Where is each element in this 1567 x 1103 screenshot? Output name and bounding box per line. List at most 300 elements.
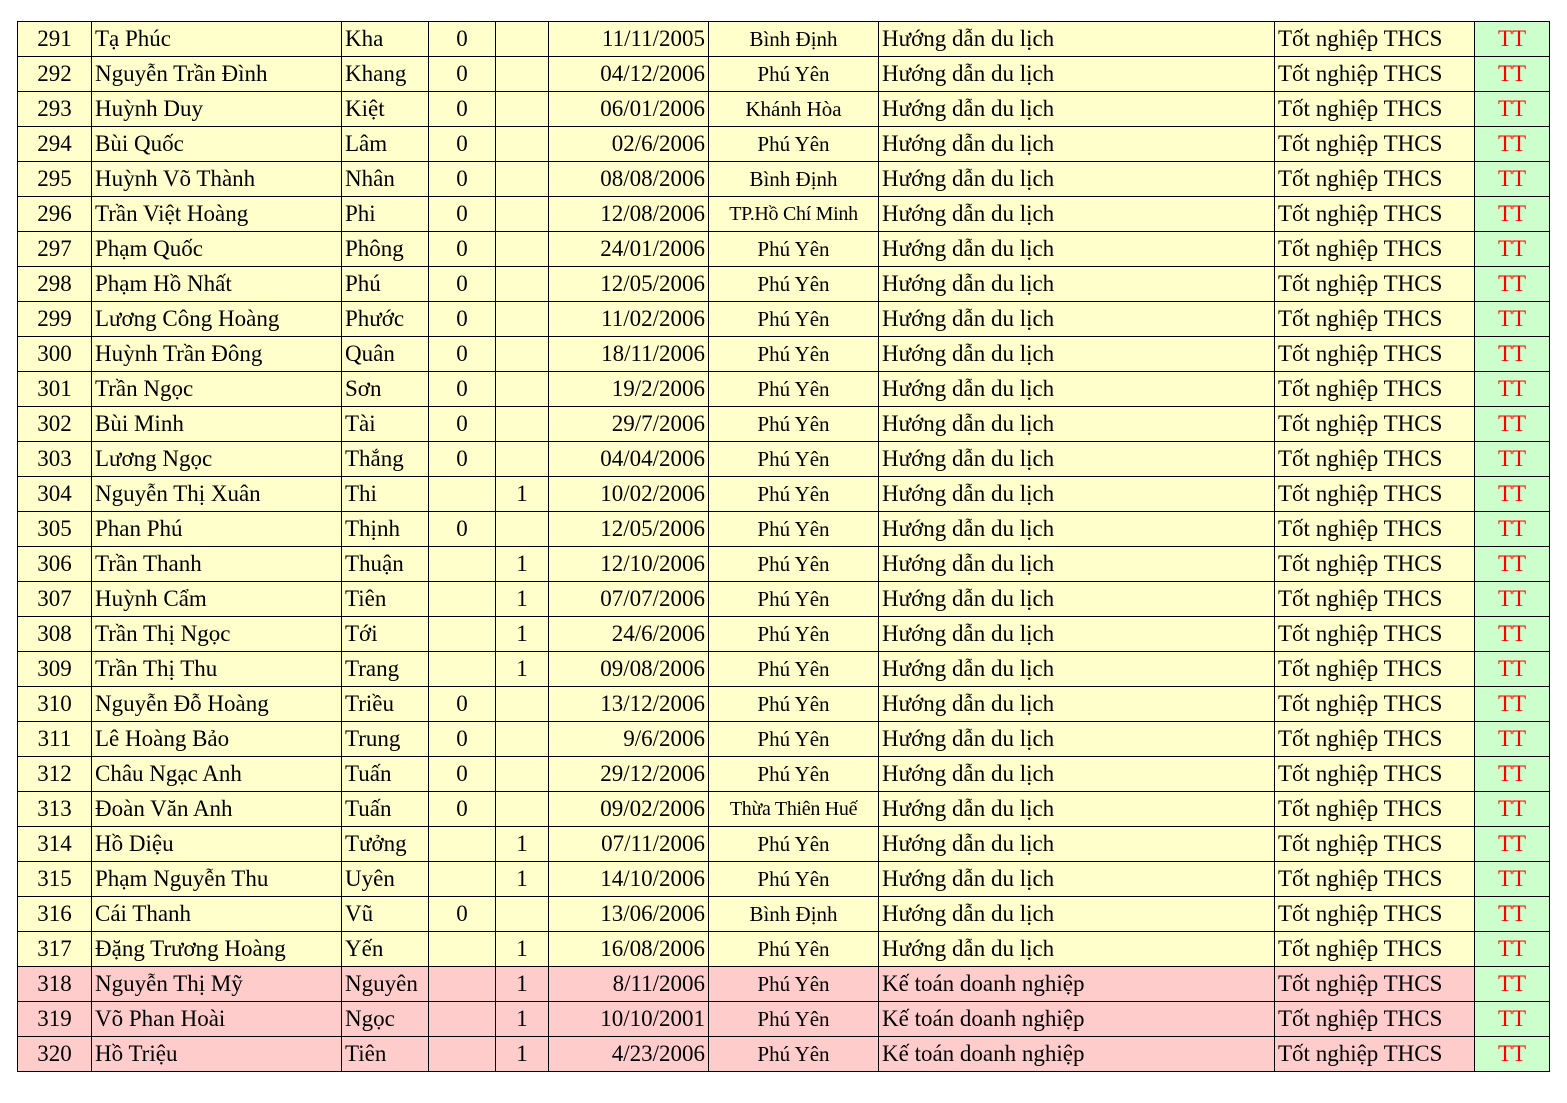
cell-noi-sinh: Phú Yên xyxy=(709,442,879,477)
cell-ho-ten-dem: Hồ Diệu xyxy=(92,827,342,862)
cell-trang-thai: TT xyxy=(1475,1002,1550,1037)
cell-ho-ten-dem: Phạm Nguyễn Thu xyxy=(92,862,342,897)
cell-nganh: Hướng dẫn du lịch xyxy=(879,722,1275,757)
cell-ho-ten-dem: Trần Thị Ngọc xyxy=(92,617,342,652)
cell-ten: Tuấn xyxy=(342,757,429,792)
cell-ten: Lâm xyxy=(342,127,429,162)
cell-ten: Tưởng xyxy=(342,827,429,862)
cell-noi-sinh: Phú Yên xyxy=(709,652,879,687)
cell-trang-thai: TT xyxy=(1475,757,1550,792)
cell-trang-thai: TT xyxy=(1475,862,1550,897)
cell-ten: Phông xyxy=(342,232,429,267)
cell-trang-thai: TT xyxy=(1475,162,1550,197)
cell-trinh-do: Tốt nghiệp THCS xyxy=(1275,1002,1475,1037)
cell-noi-sinh: Phú Yên xyxy=(709,57,879,92)
cell-stt: 291 xyxy=(18,22,92,57)
cell-ngay-sinh: 08/08/2006 xyxy=(549,162,709,197)
cell-trinh-do: Tốt nghiệp THCS xyxy=(1275,757,1475,792)
cell-ho-ten-dem: Huỳnh Cẩm xyxy=(92,582,342,617)
cell-noi-sinh: Bình Định xyxy=(709,162,879,197)
cell-ten: Tài xyxy=(342,407,429,442)
cell-nam: 0 xyxy=(429,162,496,197)
cell-ten: Yến xyxy=(342,932,429,967)
cell-noi-sinh: Phú Yên xyxy=(709,582,879,617)
cell-stt: 313 xyxy=(18,792,92,827)
cell-nam xyxy=(429,652,496,687)
cell-noi-sinh: Phú Yên xyxy=(709,1002,879,1037)
cell-noi-sinh: Phú Yên xyxy=(709,757,879,792)
cell-trinh-do: Tốt nghiệp THCS xyxy=(1275,617,1475,652)
cell-ho-ten-dem: Nguyễn Đỗ Hoàng xyxy=(92,687,342,722)
cell-nganh: Hướng dẫn du lịch xyxy=(879,337,1275,372)
cell-ho-ten-dem: Bùi Minh xyxy=(92,407,342,442)
cell-nganh: Hướng dẫn du lịch xyxy=(879,477,1275,512)
cell-noi-sinh: Phú Yên xyxy=(709,372,879,407)
cell-nu: 1 xyxy=(496,827,549,862)
cell-ngay-sinh: 12/08/2006 xyxy=(549,197,709,232)
cell-nam: 0 xyxy=(429,267,496,302)
cell-nganh: Hướng dẫn du lịch xyxy=(879,932,1275,967)
cell-nganh: Kế toán doanh nghiệp xyxy=(879,967,1275,1002)
cell-ho-ten-dem: Võ Phan Hoài xyxy=(92,1002,342,1037)
cell-nam: 0 xyxy=(429,57,496,92)
table-row xyxy=(18,92,1550,127)
table-row xyxy=(18,792,1550,827)
table-row xyxy=(18,407,1550,442)
cell-nu xyxy=(496,92,549,127)
cell-ten: Quân xyxy=(342,337,429,372)
cell-stt: 301 xyxy=(18,372,92,407)
cell-stt: 310 xyxy=(18,687,92,722)
table-row xyxy=(18,862,1550,897)
cell-noi-sinh: Phú Yên xyxy=(709,722,879,757)
cell-nu: 1 xyxy=(496,1002,549,1037)
cell-stt: 315 xyxy=(18,862,92,897)
cell-ten: Nguyên xyxy=(342,967,429,1002)
cell-nganh: Hướng dẫn du lịch xyxy=(879,162,1275,197)
cell-stt: 320 xyxy=(18,1037,92,1072)
table-row xyxy=(18,232,1550,267)
cell-ngay-sinh: 8/11/2006 xyxy=(549,967,709,1002)
cell-nam xyxy=(429,582,496,617)
cell-trinh-do: Tốt nghiệp THCS xyxy=(1275,932,1475,967)
cell-trang-thai: TT xyxy=(1475,302,1550,337)
table-row xyxy=(18,267,1550,302)
cell-ngay-sinh: 19/2/2006 xyxy=(549,372,709,407)
cell-ngay-sinh: 11/11/2005 xyxy=(549,22,709,57)
cell-trinh-do: Tốt nghiệp THCS xyxy=(1275,267,1475,302)
cell-ten: Phi xyxy=(342,197,429,232)
table-row xyxy=(18,722,1550,757)
table-row xyxy=(18,1002,1550,1037)
cell-nam xyxy=(429,547,496,582)
cell-nganh: Hướng dẫn du lịch xyxy=(879,862,1275,897)
cell-nu xyxy=(496,232,549,267)
cell-nam: 0 xyxy=(429,792,496,827)
cell-nu xyxy=(496,57,549,92)
cell-stt: 292 xyxy=(18,57,92,92)
cell-stt: 303 xyxy=(18,442,92,477)
cell-nganh: Kế toán doanh nghiệp xyxy=(879,1037,1275,1072)
cell-trinh-do: Tốt nghiệp THCS xyxy=(1275,652,1475,687)
table-row xyxy=(18,22,1550,57)
cell-ten: Uyên xyxy=(342,862,429,897)
cell-nam xyxy=(429,932,496,967)
cell-ho-ten-dem: Lương Ngọc xyxy=(92,442,342,477)
cell-nganh: Hướng dẫn du lịch xyxy=(879,792,1275,827)
cell-trinh-do: Tốt nghiệp THCS xyxy=(1275,302,1475,337)
cell-ngay-sinh: 24/6/2006 xyxy=(549,617,709,652)
cell-trinh-do: Tốt nghiệp THCS xyxy=(1275,547,1475,582)
table-row xyxy=(18,1037,1550,1072)
cell-nu xyxy=(496,337,549,372)
cell-noi-sinh: Phú Yên xyxy=(709,267,879,302)
cell-trinh-do: Tốt nghiệp THCS xyxy=(1275,407,1475,442)
cell-noi-sinh: Phú Yên xyxy=(709,1037,879,1072)
cell-ten: Ngọc xyxy=(342,1002,429,1037)
cell-ngay-sinh: 24/01/2006 xyxy=(549,232,709,267)
cell-trang-thai: TT xyxy=(1475,617,1550,652)
cell-ho-ten-dem: Cái Thanh xyxy=(92,897,342,932)
table-row xyxy=(18,932,1550,967)
cell-nu xyxy=(496,792,549,827)
cell-noi-sinh: Phú Yên xyxy=(709,862,879,897)
cell-ten: Phước xyxy=(342,302,429,337)
cell-nganh: Hướng dẫn du lịch xyxy=(879,687,1275,722)
cell-nu: 1 xyxy=(496,862,549,897)
cell-ho-ten-dem: Trần Việt Hoàng xyxy=(92,197,342,232)
table-row xyxy=(18,897,1550,932)
cell-stt: 309 xyxy=(18,652,92,687)
cell-nam xyxy=(429,967,496,1002)
cell-trang-thai: TT xyxy=(1475,477,1550,512)
cell-trinh-do: Tốt nghiệp THCS xyxy=(1275,337,1475,372)
cell-trang-thai: TT xyxy=(1475,372,1550,407)
cell-trinh-do: Tốt nghiệp THCS xyxy=(1275,792,1475,827)
cell-ngay-sinh: 12/05/2006 xyxy=(549,267,709,302)
cell-trang-thai: TT xyxy=(1475,267,1550,302)
cell-nam: 0 xyxy=(429,512,496,547)
cell-ten: Thuận xyxy=(342,547,429,582)
cell-nganh: Kế toán doanh nghiệp xyxy=(879,1002,1275,1037)
cell-ho-ten-dem: Lương Công Hoàng xyxy=(92,302,342,337)
cell-stt: 298 xyxy=(18,267,92,302)
cell-nu xyxy=(496,897,549,932)
cell-ten: Tiên xyxy=(342,1037,429,1072)
cell-noi-sinh: TP.Hồ Chí Minh xyxy=(709,197,879,232)
cell-trang-thai: TT xyxy=(1475,127,1550,162)
cell-stt: 306 xyxy=(18,547,92,582)
cell-nu xyxy=(496,197,549,232)
cell-trinh-do: Tốt nghiệp THCS xyxy=(1275,862,1475,897)
cell-ten: Trung xyxy=(342,722,429,757)
cell-ten: Kiệt xyxy=(342,92,429,127)
cell-trang-thai: TT xyxy=(1475,722,1550,757)
cell-nganh: Hướng dẫn du lịch xyxy=(879,757,1275,792)
cell-nam xyxy=(429,1037,496,1072)
cell-trinh-do: Tốt nghiệp THCS xyxy=(1275,477,1475,512)
cell-ngay-sinh: 07/11/2006 xyxy=(549,827,709,862)
cell-noi-sinh: Phú Yên xyxy=(709,302,879,337)
cell-ten: Thắng xyxy=(342,442,429,477)
cell-nganh: Hướng dẫn du lịch xyxy=(879,547,1275,582)
cell-ten: Tiên xyxy=(342,582,429,617)
cell-nu xyxy=(496,162,549,197)
cell-noi-sinh: Phú Yên xyxy=(709,827,879,862)
cell-trang-thai: TT xyxy=(1475,687,1550,722)
student-list-table xyxy=(17,21,1550,1072)
cell-ngay-sinh: 02/6/2006 xyxy=(549,127,709,162)
cell-nu xyxy=(496,267,549,302)
cell-stt: 305 xyxy=(18,512,92,547)
cell-ngay-sinh: 14/10/2006 xyxy=(549,862,709,897)
cell-nganh: Hướng dẫn du lịch xyxy=(879,827,1275,862)
cell-noi-sinh: Phú Yên xyxy=(709,687,879,722)
cell-stt: 297 xyxy=(18,232,92,267)
cell-trang-thai: TT xyxy=(1475,57,1550,92)
table-row xyxy=(18,372,1550,407)
cell-trinh-do: Tốt nghiệp THCS xyxy=(1275,22,1475,57)
cell-trang-thai: TT xyxy=(1475,932,1550,967)
cell-ngay-sinh: 12/10/2006 xyxy=(549,547,709,582)
cell-trang-thai: TT xyxy=(1475,337,1550,372)
cell-trang-thai: TT xyxy=(1475,442,1550,477)
cell-ngay-sinh: 13/12/2006 xyxy=(549,687,709,722)
cell-ngay-sinh: 07/07/2006 xyxy=(549,582,709,617)
cell-trang-thai: TT xyxy=(1475,582,1550,617)
cell-ten: Thi xyxy=(342,477,429,512)
cell-noi-sinh: Khánh Hòa xyxy=(709,92,879,127)
cell-noi-sinh: Bình Định xyxy=(709,897,879,932)
cell-nganh: Hướng dẫn du lịch xyxy=(879,407,1275,442)
cell-noi-sinh: Phú Yên xyxy=(709,617,879,652)
cell-ngay-sinh: 10/10/2001 xyxy=(549,1002,709,1037)
cell-ho-ten-dem: Huỳnh Duy xyxy=(92,92,342,127)
cell-ten: Kha xyxy=(342,22,429,57)
cell-nu: 1 xyxy=(496,617,549,652)
table-row xyxy=(18,337,1550,372)
cell-ngay-sinh: 18/11/2006 xyxy=(549,337,709,372)
table-row xyxy=(18,687,1550,722)
table-row xyxy=(18,827,1550,862)
cell-ngay-sinh: 12/05/2006 xyxy=(549,512,709,547)
table-row xyxy=(18,582,1550,617)
cell-ten: Trang xyxy=(342,652,429,687)
cell-trinh-do: Tốt nghiệp THCS xyxy=(1275,127,1475,162)
cell-trang-thai: TT xyxy=(1475,792,1550,827)
cell-ngay-sinh: 29/12/2006 xyxy=(549,757,709,792)
cell-ten: Tới xyxy=(342,617,429,652)
cell-trang-thai: TT xyxy=(1475,1037,1550,1072)
cell-stt: 293 xyxy=(18,92,92,127)
cell-trang-thai: TT xyxy=(1475,897,1550,932)
cell-nu xyxy=(496,407,549,442)
cell-nam: 0 xyxy=(429,127,496,162)
cell-ngay-sinh: 9/6/2006 xyxy=(549,722,709,757)
cell-nam: 0 xyxy=(429,442,496,477)
cell-nam: 0 xyxy=(429,407,496,442)
cell-ho-ten-dem: Lê Hoàng Bảo xyxy=(92,722,342,757)
cell-trinh-do: Tốt nghiệp THCS xyxy=(1275,687,1475,722)
table-row xyxy=(18,967,1550,1002)
cell-nam: 0 xyxy=(429,197,496,232)
cell-stt: 318 xyxy=(18,967,92,1002)
table-row xyxy=(18,197,1550,232)
cell-stt: 311 xyxy=(18,722,92,757)
cell-nu xyxy=(496,512,549,547)
cell-noi-sinh: Phú Yên xyxy=(709,127,879,162)
cell-nu xyxy=(496,372,549,407)
cell-noi-sinh: Phú Yên xyxy=(709,477,879,512)
cell-nganh: Hướng dẫn du lịch xyxy=(879,57,1275,92)
cell-nu xyxy=(496,722,549,757)
cell-stt: 302 xyxy=(18,407,92,442)
cell-ho-ten-dem: Nguyễn Trần Đình xyxy=(92,57,342,92)
cell-stt: 295 xyxy=(18,162,92,197)
cell-ten: Sơn xyxy=(342,372,429,407)
cell-noi-sinh: Bình Định xyxy=(709,22,879,57)
table-row xyxy=(18,302,1550,337)
cell-ho-ten-dem: Phan Phú xyxy=(92,512,342,547)
cell-nu: 1 xyxy=(496,547,549,582)
cell-ten: Phú xyxy=(342,267,429,302)
cell-stt: 307 xyxy=(18,582,92,617)
cell-stt: 300 xyxy=(18,337,92,372)
cell-ngay-sinh: 4/23/2006 xyxy=(549,1037,709,1072)
cell-nu xyxy=(496,757,549,792)
cell-nam: 0 xyxy=(429,22,496,57)
cell-ho-ten-dem: Tạ Phúc xyxy=(92,22,342,57)
cell-ngay-sinh: 16/08/2006 xyxy=(549,932,709,967)
cell-nu: 1 xyxy=(496,1037,549,1072)
cell-noi-sinh: Phú Yên xyxy=(709,407,879,442)
cell-ngay-sinh: 09/02/2006 xyxy=(549,792,709,827)
table-body xyxy=(18,22,1550,1072)
cell-noi-sinh: Phú Yên xyxy=(709,337,879,372)
cell-ho-ten-dem: Bùi Quốc xyxy=(92,127,342,162)
cell-trang-thai: TT xyxy=(1475,967,1550,1002)
cell-ten: Triều xyxy=(342,687,429,722)
cell-nam: 0 xyxy=(429,302,496,337)
cell-trinh-do: Tốt nghiệp THCS xyxy=(1275,512,1475,547)
cell-ten: Thịnh xyxy=(342,512,429,547)
cell-stt: 319 xyxy=(18,1002,92,1037)
cell-trinh-do: Tốt nghiệp THCS xyxy=(1275,967,1475,1002)
cell-nam: 0 xyxy=(429,757,496,792)
cell-nganh: Hướng dẫn du lịch xyxy=(879,442,1275,477)
cell-ten: Nhân xyxy=(342,162,429,197)
table-row xyxy=(18,162,1550,197)
cell-noi-sinh: Thừa Thiên Huế xyxy=(709,792,879,827)
cell-noi-sinh: Phú Yên xyxy=(709,232,879,267)
cell-ho-ten-dem: Châu Ngạc Anh xyxy=(92,757,342,792)
table-row xyxy=(18,547,1550,582)
cell-ngay-sinh: 06/01/2006 xyxy=(549,92,709,127)
cell-nam: 0 xyxy=(429,687,496,722)
table-row xyxy=(18,442,1550,477)
cell-nganh: Hướng dẫn du lịch xyxy=(879,897,1275,932)
cell-nu xyxy=(496,302,549,337)
table-row xyxy=(18,512,1550,547)
cell-nganh: Hướng dẫn du lịch xyxy=(879,652,1275,687)
cell-stt: 312 xyxy=(18,757,92,792)
cell-ho-ten-dem: Nguyễn Thị Mỹ xyxy=(92,967,342,1002)
cell-ho-ten-dem: Trần Thanh xyxy=(92,547,342,582)
cell-nam: 0 xyxy=(429,232,496,267)
cell-ho-ten-dem: Huỳnh Trần Đông xyxy=(92,337,342,372)
cell-trinh-do: Tốt nghiệp THCS xyxy=(1275,372,1475,407)
cell-nganh: Hướng dẫn du lịch xyxy=(879,582,1275,617)
cell-trinh-do: Tốt nghiệp THCS xyxy=(1275,442,1475,477)
cell-ho-ten-dem: Phạm Quốc xyxy=(92,232,342,267)
cell-nam xyxy=(429,477,496,512)
cell-trinh-do: Tốt nghiệp THCS xyxy=(1275,897,1475,932)
cell-noi-sinh: Phú Yên xyxy=(709,932,879,967)
cell-nam xyxy=(429,827,496,862)
table-row xyxy=(18,617,1550,652)
table-row xyxy=(18,127,1550,162)
cell-nam: 0 xyxy=(429,372,496,407)
cell-noi-sinh: Phú Yên xyxy=(709,512,879,547)
cell-ho-ten-dem: Phạm Hồ Nhất xyxy=(92,267,342,302)
cell-trinh-do: Tốt nghiệp THCS xyxy=(1275,827,1475,862)
cell-stt: 294 xyxy=(18,127,92,162)
cell-nganh: Hướng dẫn du lịch xyxy=(879,232,1275,267)
cell-trang-thai: TT xyxy=(1475,652,1550,687)
cell-trang-thai: TT xyxy=(1475,547,1550,582)
cell-nu xyxy=(496,442,549,477)
cell-stt: 308 xyxy=(18,617,92,652)
cell-trang-thai: TT xyxy=(1475,197,1550,232)
cell-trang-thai: TT xyxy=(1475,827,1550,862)
cell-stt: 314 xyxy=(18,827,92,862)
cell-nu: 1 xyxy=(496,477,549,512)
table-row xyxy=(18,757,1550,792)
cell-trinh-do: Tốt nghiệp THCS xyxy=(1275,92,1475,127)
cell-nganh: Hướng dẫn du lịch xyxy=(879,267,1275,302)
cell-nganh: Hướng dẫn du lịch xyxy=(879,127,1275,162)
cell-noi-sinh: Phú Yên xyxy=(709,547,879,582)
cell-trinh-do: Tốt nghiệp THCS xyxy=(1275,57,1475,92)
cell-ho-ten-dem: Hồ Triệu xyxy=(92,1037,342,1072)
cell-trinh-do: Tốt nghiệp THCS xyxy=(1275,232,1475,267)
cell-ngay-sinh: 09/08/2006 xyxy=(549,652,709,687)
cell-stt: 296 xyxy=(18,197,92,232)
cell-ngay-sinh: 11/02/2006 xyxy=(549,302,709,337)
cell-trinh-do: Tốt nghiệp THCS xyxy=(1275,197,1475,232)
cell-nu xyxy=(496,127,549,162)
cell-ho-ten-dem: Huỳnh Võ Thành xyxy=(92,162,342,197)
cell-nam xyxy=(429,1002,496,1037)
cell-nam: 0 xyxy=(429,92,496,127)
cell-ngay-sinh: 10/02/2006 xyxy=(549,477,709,512)
cell-ngay-sinh: 29/7/2006 xyxy=(549,407,709,442)
cell-trang-thai: TT xyxy=(1475,407,1550,442)
cell-stt: 304 xyxy=(18,477,92,512)
table-row xyxy=(18,652,1550,687)
cell-ten: Khang xyxy=(342,57,429,92)
cell-trang-thai: TT xyxy=(1475,232,1550,267)
cell-noi-sinh: Phú Yên xyxy=(709,967,879,1002)
cell-nganh: Hướng dẫn du lịch xyxy=(879,512,1275,547)
cell-ten: Tuấn xyxy=(342,792,429,827)
cell-nganh: Hướng dẫn du lịch xyxy=(879,372,1275,407)
cell-trang-thai: TT xyxy=(1475,92,1550,127)
cell-ngay-sinh: 13/06/2006 xyxy=(549,897,709,932)
cell-nu xyxy=(496,687,549,722)
cell-trang-thai: TT xyxy=(1475,512,1550,547)
cell-ngay-sinh: 04/12/2006 xyxy=(549,57,709,92)
